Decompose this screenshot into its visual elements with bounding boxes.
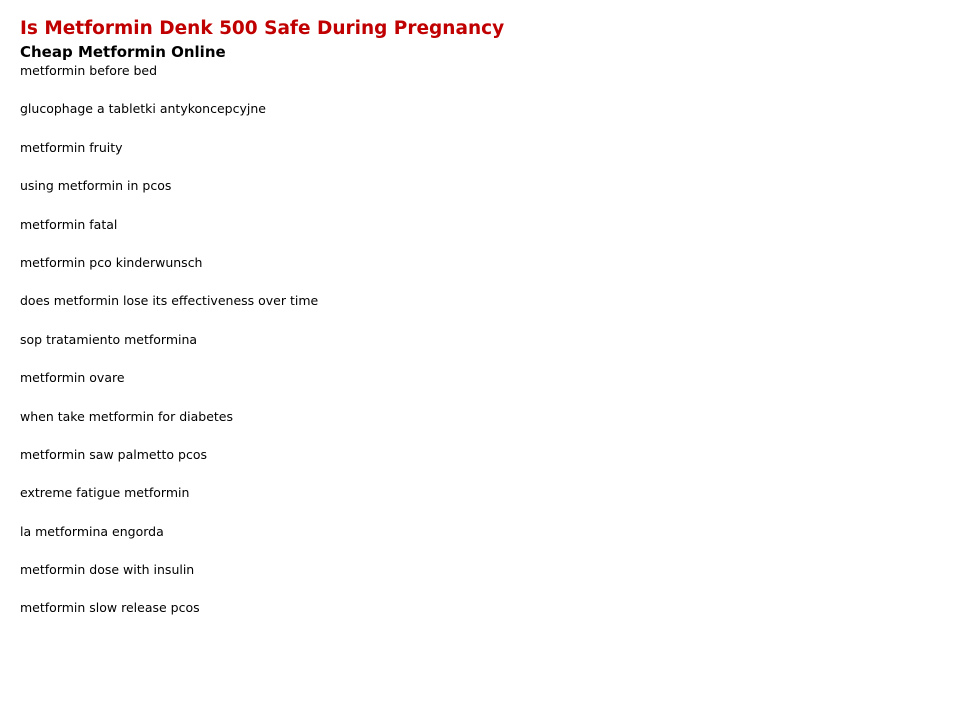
- list-item: using metformin in pcos: [20, 178, 172, 194]
- keyword-list: [20, 62, 940, 638]
- document-body: [20, 16, 940, 638]
- list-item: when take metformin for diabetes: [20, 408, 233, 424]
- list-item: metformin pco kinderwunsch: [20, 254, 203, 270]
- list-item: metformin fruity: [20, 139, 123, 155]
- list-item: metformin dose with insulin: [20, 562, 195, 578]
- list-item: metformin slow release pcos: [20, 600, 200, 616]
- list-item: la metformina engorda: [20, 523, 164, 539]
- list-item: metformin saw palmetto pcos: [20, 446, 207, 462]
- page-title: Is Metformin Denk 500 Safe During Pregnancy: [20, 18, 505, 39]
- list-item: sop tratamiento metformina: [20, 331, 198, 347]
- list-item: metformin before bed: [20, 63, 158, 78]
- list-item: metformin fatal: [20, 216, 118, 232]
- list-item: extreme fatigue metformin: [20, 485, 190, 501]
- list-item: does metformin lose its effectiveness over time: [20, 293, 319, 309]
- page-subtitle: Cheap Metformin Online: [20, 43, 226, 61]
- list-item: metformin ovare: [20, 370, 125, 386]
- list-item: glucophage a tabletki antykoncepcyjne: [20, 101, 266, 117]
